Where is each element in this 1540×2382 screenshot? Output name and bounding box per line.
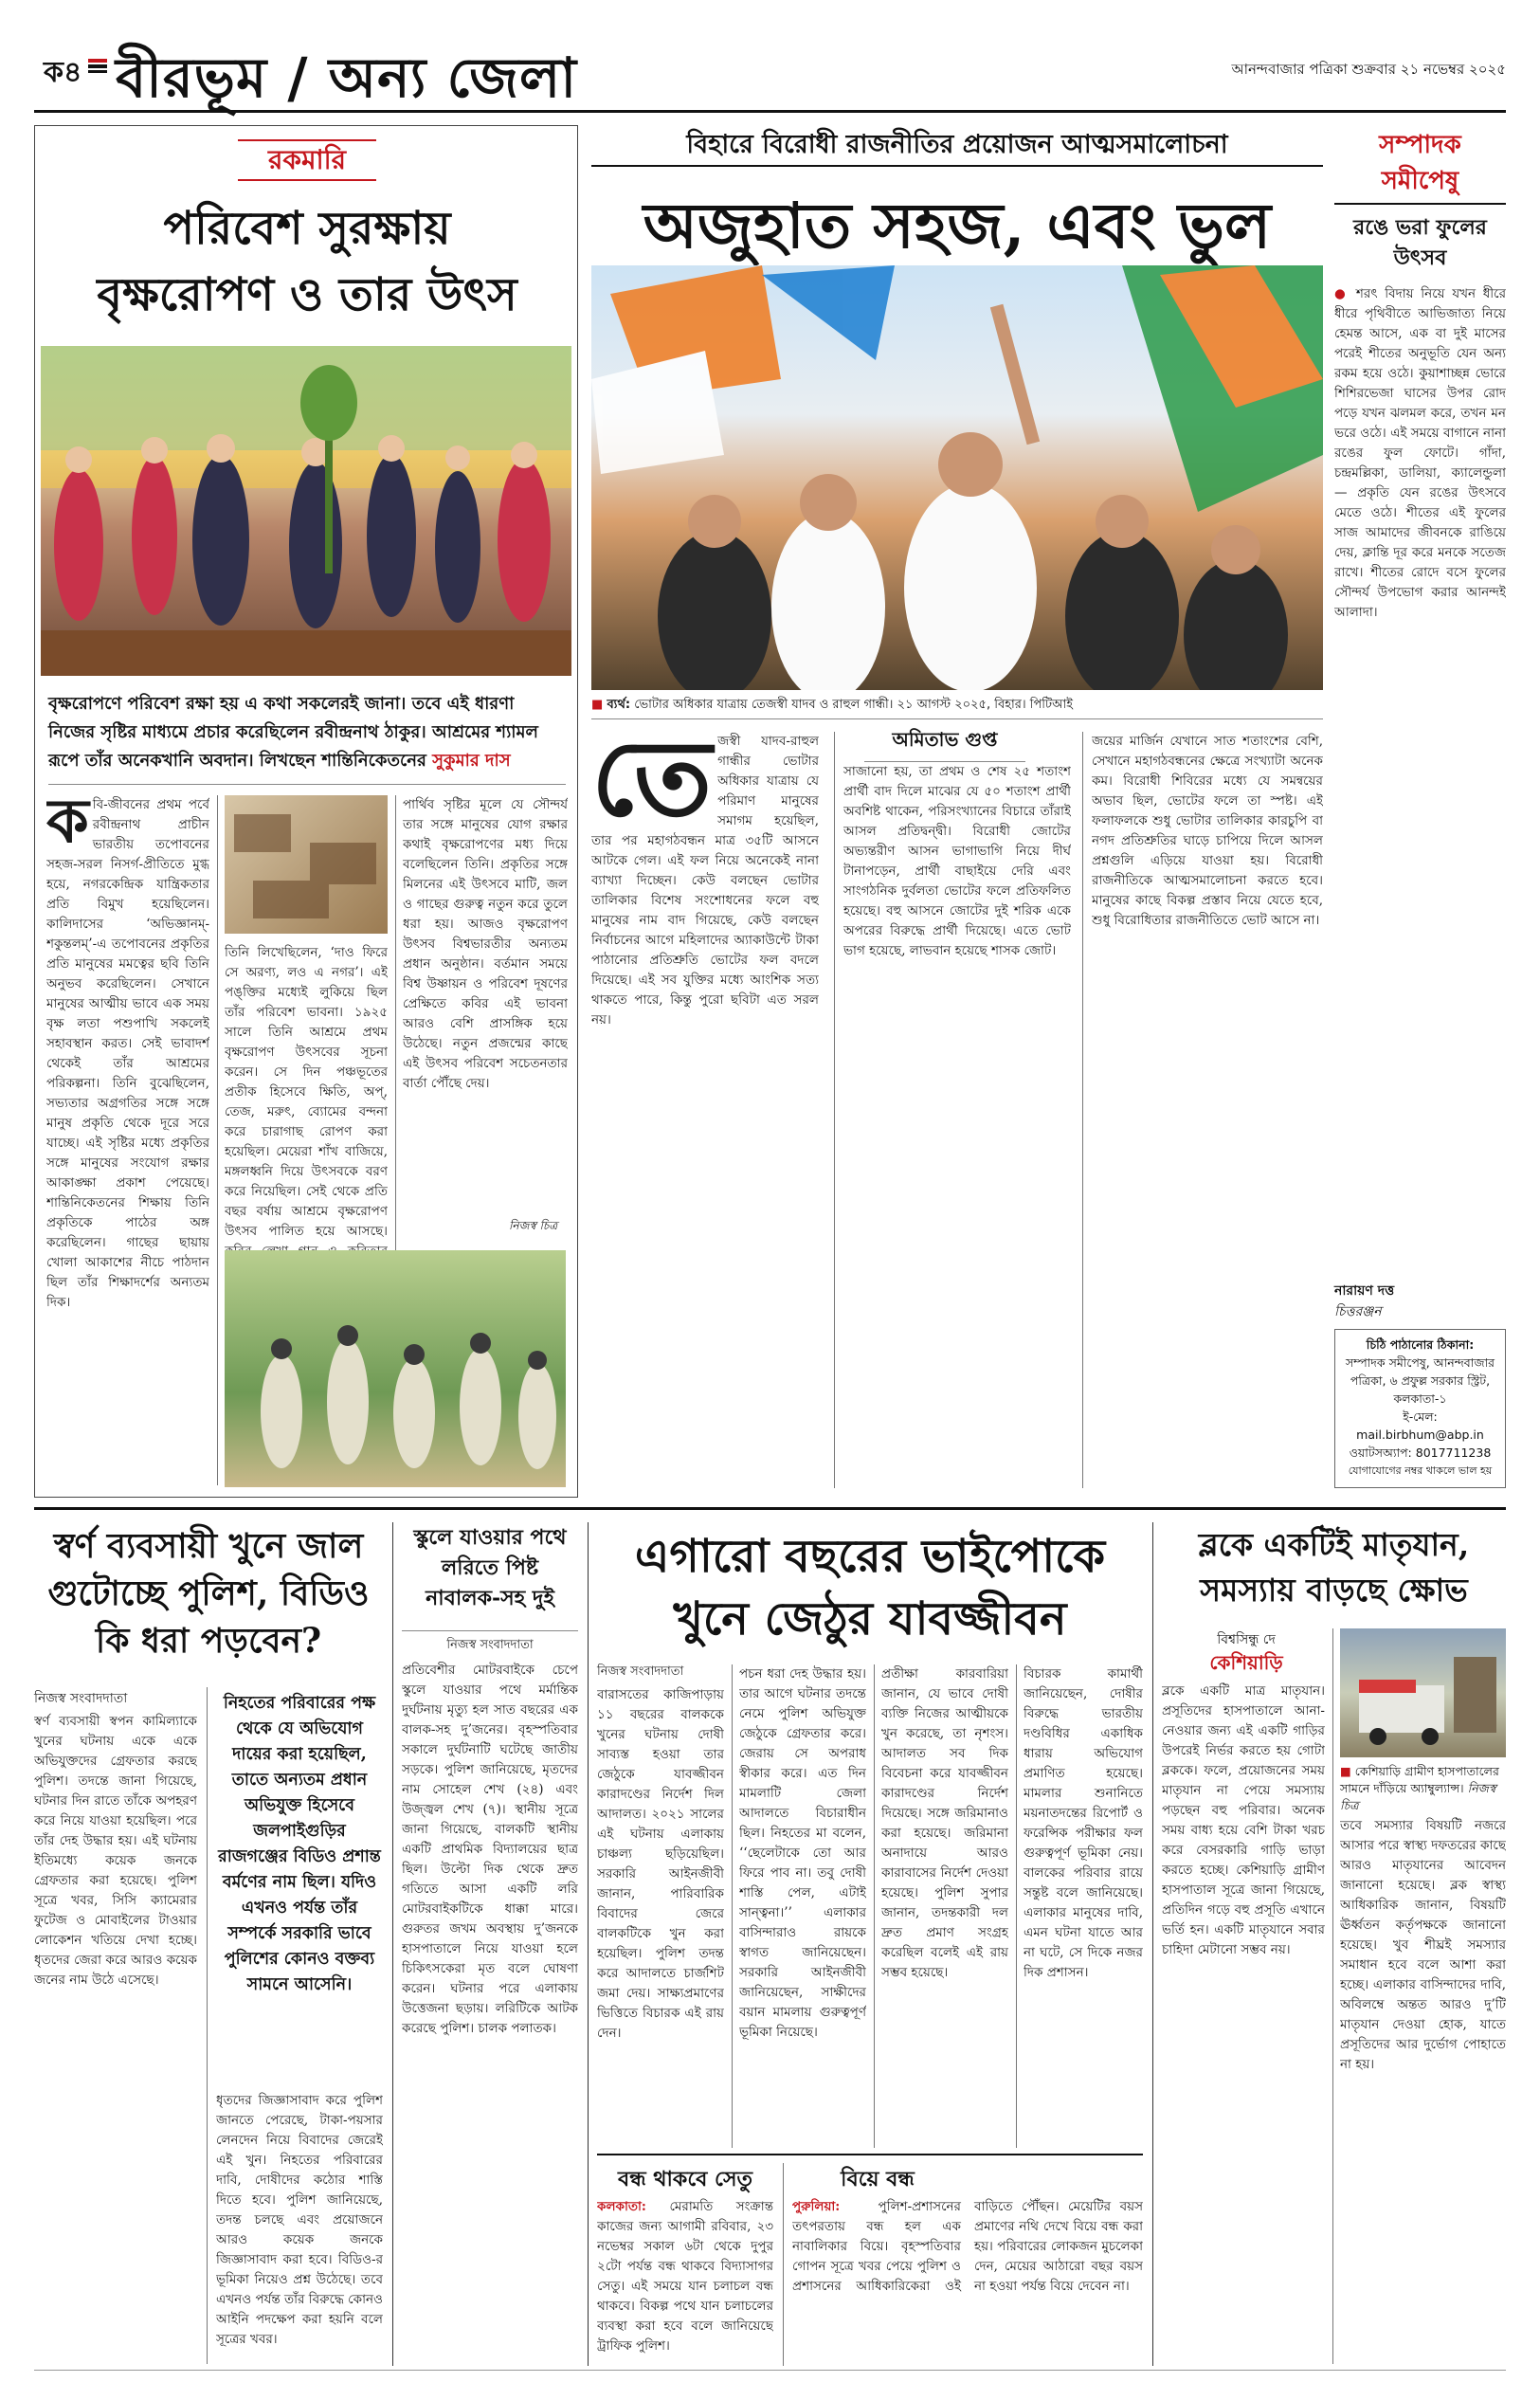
brief1-headline: বন্ধ থাকবে সেতু (617, 2167, 753, 2191)
briefs-top-rule (597, 2154, 1143, 2155)
story4-place: কেশিয়াড়ি (1209, 1651, 1283, 1674)
feature-dropcap: ক (46, 795, 89, 857)
story3-right-divider (1152, 1522, 1153, 2366)
feature-intro-rule (48, 784, 566, 785)
lead-kicker: বিহারে বিরোধী রাজনীতির প্রয়োজন আত্মসমালোচনা (686, 130, 1228, 159)
story3-col4-text: বিচারক কামার্থী জানিয়েছেন, দোষীর বিরুদ্ধে ভারতীয় দণ্ডবিধির একাধিক ধারায় অভিযোগ প্রমাণিত হয়েছে। মামলার শুনানিতে ময়নাতদন্তের রিপোর্ট ও ফরেন্সিক পরীক্ষার ফল গুরুত্বপূর্ণ ভূমিকা নেয়। বালকের পরিবার রায়ে সন্তুষ্ট বলে জানিয়েছে। এলাকার মানুষের দাবি, এমন ঘটনা যাতে আর না ঘটে, সে দিকে নজর দিক প্রশাসন। (1024, 1666, 1143, 1980)
feature-kicker: রকমারি (267, 144, 347, 175)
feature-col3-text: পার্থিব সৃষ্টির মূলে যে সৌন্দর্য তার সঙ্গে মানুষের যোগ রক্ষার কথাই বৃক্ষরোপণের মধ্য দিয়ে বলেছিলেন তিনি। প্রকৃতির সঙ্গে মিলনের এই উৎসবে মাটি, জল ও গাছের গুরুত্ব নতুন করে তুলে ধরা হয়। আজও বৃক্ষরোপণ উৎসব বিশ্বভারতীর অন্যতম প্রধান অনুষ্ঠান। বর্তমান সময়ে বিশ্ব উষ্ণায়ন ও পরিবেশ দূষণের প্রেক্ষিতে কবির এই ভাবনা আরও বেশি প্রাসঙ্গিক হয়ে উঠেছে। নতুন প্রজন্মের কাছে এই উৎসব পরিবেশ সচেতনতার বার্তা পৌঁছে দেয়। (403, 797, 568, 1091)
story3-col3-text: প্রতীক্ষা কারবারিয়া জানান, যে ভাবে দোষী ব্যক্তি নিজের আত্মীয়কে খুন করেছে, তা নৃশংস। আদালত সব দিক বিবেচনা করে যাবজ্জীবন কারাদণ্ডের নির্দেশ দিয়েছে। সঙ্গে জরিমানাও করা হয়েছে। জরিমানা অনাদায়ে আরও কারাবাসের নির্দেশ দেওয়া হয়েছে। পুলিশ সুপার জানান, তদন্তকারী দল দ্রুত প্রমাণ সংগ্রহ করেছিল বলেই এই রায় সম্ভব হয়েছে। (881, 1666, 1008, 1980)
page-number: ক৪ (44, 56, 82, 89)
brief1-body (597, 2197, 773, 2366)
story4-headline: ব্লকে একটিই মাতৃযান, সমস্যায় বাড়ছে ক্ষোভ (1198, 1526, 1470, 1609)
feature-inset-photo-top (225, 795, 388, 934)
feature-inset-photo-bottom (225, 1250, 566, 1487)
lead-col2-text: সাজানো হয়, তা প্রথম ও শেষ ২৫ শতাংশ প্রার্থী বাদ দিলে মাঝের যে ৫০ শতাংশ প্রার্থী অবশিষ্ট থাকেন, পরিসংখ্যানের বিচারে তাঁরাই আসল প্রতিদ্বন্দ্বী। বিরোধী জোটের অভ্যন্তরীণ আসন ভাগাভাগি নিয়ে দীর্ঘ টানাপড়েন, প্রার্থী বাছাইয়ে দেরি এবং সাংগঠনিক দুর্বলতা ভোটের ফলে প্রতিফলিত হয়েছে। বহু আসনে জোটের দুই শরিক একে অপরের বিরুদ্ধে প্রার্থী দিয়েছে। এতে ভোট ভাগ হয়েছে, লাভবান হয়েছে শাসক জোট। (843, 764, 1071, 958)
letters-column (1334, 125, 1506, 1498)
story4-photo-caption-text: কেশিয়াড়ি গ্রামীণ হাসপাতালের সামনে দাঁড়িয়ে অ্যাম্বুল্যান্স। (1340, 1764, 1499, 1795)
section-title: বীরভূম / অন্য জেলা (116, 45, 578, 110)
story3-column-4 (1024, 1664, 1143, 2148)
feature-headline-2: বৃক্ষরোপণ ও তার উৎস (97, 268, 517, 321)
lead-headline: অজুহাত সহজ, এবং ভুল (643, 189, 1272, 263)
story3-col1-text: বারাসতের কাজিপাড়ায় ১১ বছরের বালককে খুনের ঘটনায় দোষী সাব্যস্ত হওয়া তার জেঠুকে যাবজ্জীবন কারাদণ্ডের নির্দেশ দিল আদালত। ২০২১ সালের এই ঘটনায় এলাকায় চাঞ্চল্য ছড়িয়েছিল। সরকারি আইনজীবী জানান, পারিবারিক বিবাদের জেরে বালকটিকে খুন করা হয়েছিল। পুলিশ তদন্ত করে আদালতে চার্জশিট জমা দেয়। সাক্ষ্যপ্রমাণের ভিত্তিতে বিচারক এই রায় দেন। (597, 1687, 724, 2041)
lead-col-divider-2 (1082, 732, 1083, 1488)
lead-caption-label: ব্যর্থ: (607, 698, 631, 712)
letters-contact-title: চিঠি পাঠানোর ঠিকানা: (1366, 1337, 1475, 1352)
feature-headline-1: পরিবেশ সুরক্ষায় (163, 202, 451, 255)
lead-caption-rule (591, 718, 1323, 719)
letters-whatsapp: ওয়াটসঅ্যাপ: 8017711238 (1349, 1446, 1492, 1460)
story4-photo (1340, 1628, 1506, 1757)
letters-contact-body: সম্পাদক সমীপেষু, আনন্দবাজার পত্রিকা, ৬ প্রফুল্ল সরকার স্ট্রিট, কলকাতা-১ (1345, 1355, 1495, 1406)
lead-col-divider-1 (834, 732, 835, 1488)
feature-article (34, 125, 578, 1498)
story1-headline: স্বর্ণ ব্যবসায়ী খুনে জাল গুটোচ্ছে পুলিশ, বিডিও কি ধরা পড়বেন? (47, 1526, 370, 1661)
paper-date: আনন্দবাজার পত্রিকা শুক্রবার ২১ নভেম্বর ২০২৫ (1231, 61, 1506, 78)
feature-intro (48, 690, 566, 775)
story1-column-1 (34, 1712, 197, 2366)
lead-col3-text: জয়ের মার্জিন যেখানে সাত শতাংশের বেশি, সেখানে মহাগঠবন্ধনের ক্ষেত্রে সংখ্যাটা অনেক কম। বিরোধী শিবিরের মধ্যে যে সমন্বয়ের অভাব ছিল, ভোটের ফলে তা স্পষ্ট। এই ফলাফলকে শুধু ভোটার তালিকার কারচুপি বা নগদ প্রতিশ্রুতির ঘাড়ে চাপিয়ে দিলে আসল প্রশ্নগুলি এড়িয়ে যাওয়া হয়। বিরোধী রাজনীতিকে আত্মসমালোচনা করতে হবে। মানুষের কাছে বিকল্প প্রস্তাব নিয়ে যেতে হবে, শুধু বিরোধিতার রাজনীতিতে ভোট আসে না। (1092, 734, 1323, 928)
story2-headline: স্কুলে যাওয়ার পথে লরিতে পিষ্ট নাবালক-সহ দুই (413, 1525, 567, 1610)
brief1-place: কলকাতা: (597, 2199, 646, 2214)
page-bottom-rule (34, 2370, 1506, 2371)
feature-photo (41, 346, 571, 676)
brief-wedding (792, 2163, 1143, 2366)
brief2-body (792, 2197, 1143, 2366)
letters-body-text: শরৎ বিদায় নিয়ে যখন ধীরে ধীরে পৃথিবীতে আভিজাত্য নিয়ে হেমন্ত আসে, এক বা দুই মাসের পরেই শীতের অনুভূতি যেন অন্য রকম হয়ে ওঠে। কুয়াশাচ্ছন্ন ভোরে শিশিরভেজা ঘাসের উপর রোদ পড়ে যখন ঝলমল করে, তখন মন ভরে ওঠে। এই সময়ে বাগানে নানা রঙের ফুল ফোটে। গাঁদা, চন্দ্রমল্লিকা, ডালিয়া, ক্যালেন্ডুলা — প্রকৃতি যেন রঙের উৎসবে মেতে ওঠে। শীতের এই ফুলের সাজ আমাদের জীবনকে রাঙিয়ে দেয়, ক্লান্তি দূর করে মনকে সতেজ রাখে। শীতের রোদে বসে ফুলের সৌন্দর্য উপভোগ করার আনন্দই আলাদা। (1334, 286, 1506, 620)
brief1-body-text: মেরামতি সংক্রান্ত কাজের জন্য আগামী রবিবার, ২৩ নভেম্বর সকাল ৬টা থেকে দুপুর ২টো পর্যন্ত বন্ধ থাকবে বিদ্যাসাগর সেতু। এই সময়ে যান চলাচল বন্ধ থাকবে। বিকল্প পথে যান চলাচলের ব্যবস্থা করা হবে বলে জানিয়েছে ট্রাফিক পুলিশ। (597, 2199, 773, 2354)
letters-body: ● শরৎ বিদায় নিয়ে যখন ধীরে ধীরে পৃথিবীতে আভিজাত্য নিয়ে হেমন্ত আসে, এক বা দুই মাসের পরেই শীতের অনুভূতি যেন অন্য রকম হয়ে ওঠে। কুয়াশাচ্ছন্ন ভোরে শিশিরভেজা ঘাসের উপর রোদ পড়ে যখন ঝলমল করে, তখন মন ভরে ওঠে। এই সময়ে বাগানে নানা রঙের ফুল ফোটে। গাঁদা, চন্দ্রমল্লিকা, ডালিয়া, ক্যালেন্ডুলা — প্রকৃতি যেন রঙের উৎসবে মেতে ওঠে। শীতের এই ফুলের সাজ আমাদের জীবনকে রাঙিয়ে দেয়, ক্লান্তি দূর করে মনকে সতেজ রাখে। শীতের রোদে বসে ফুলের সৌন্দর্য উপভোগ করার আনন্দই আলাদা। (1334, 286, 1506, 620)
story4-column-1 (1162, 1682, 1325, 2366)
masthead (0, 0, 1540, 114)
story3-col2-text: পচন ধরা দেহ উদ্ধার হয়। তার আগে ঘটনার তদন্তে নেমে পুলিশ অভিযুক্ত জেঠুকে গ্রেফতার করে। জেরায় সে অপরাধ স্বীকার করে। এত দিন মামলাটি জেলা আদালতে বিচারাধীন ছিল। নিহতের মা বলেন, ‘‘ছেলেটাকে তো আর ফিরে পাব না। তবু দোষী শাস্তি পেল, এটাই সান্ত্বনা।’’ এলাকার বাসিন্দারাও রায়কে স্বাগত জানিয়েছেন। সরকারি আইনজীবী জানিয়েছেন, সাক্ষীদের বয়ান মামলায় গুরুত্বপূর্ণ ভূমিকা নিয়েছে। (739, 1666, 866, 2040)
brief1-divider (783, 2163, 784, 2366)
story3-headline-1: এগারো বছরের ভাইপোকে (634, 1530, 1106, 1583)
story1-column-2 (216, 2091, 383, 2366)
story-nephew-murder (597, 1522, 1143, 2148)
letters-signature-place: চিত্তরঞ্জন (1334, 1304, 1382, 1319)
story2-body (402, 1661, 578, 2366)
story3-col-divider-1 (732, 1664, 733, 2148)
story4-reporter: বিশ্বসিন্ধু দে (1217, 1632, 1276, 1647)
brief2-place: পুরুলিয়া: (792, 2199, 841, 2214)
story3-column-1 (597, 1685, 724, 2148)
story3-column-2 (739, 1664, 866, 2148)
letters-email-link[interactable]: ই-মেল: mail.birbhum@abp.in (1356, 1409, 1484, 1442)
story4-photo-credit: নিজস্ব চিত্র (1340, 1781, 1496, 1812)
lead-caption-text: ভোটার অধিকার যাত্রায় তেজস্বী যাদব ও রাহুল গান্ধী। ২১ আগস্ট ২০২৫, বিহার। পিটিআই (634, 698, 1074, 712)
feature-col1-text: বি-জীবনের প্রথম পর্বে রবীন্দ্রনাথ প্রাচীন ভারতীয় তপোবনের সহজ-সরল নিসর্গ-প্রীতিতে মুগ্ধ হয়ে, নগরকেন্দ্রিক যান্ত্রিকতার প্রতি বিমুখ হয়েছিলেন। কালিদাসের ‘অভিজ্ঞানম্-শকুন্তলম্’-এ তপোবনের প্রকৃতির প্রতি মানুষের মমত্বের ছবি তিনি অনুভব করেছিলেন। সেখানে মানুষের আত্মীয় ভাবে এক সময় বৃক্ষ লতা পশুপাখি সকলেই সহাবস্থান করত। সেই ভাবাদর্শ থেকেই তাঁর আশ্রমের পরিকল্পনা। তিনি বুঝেছিলেন, সভ্যতার অগ্রগতির সঙ্গে সঙ্গে মানুষ প্রকৃতি থেকে দূরে সরে যাচ্ছে। এই সৃষ্টির মধ্যে প্রকৃতির সঙ্গে মানুষের সংযোগ রক্ষার আকাঙ্ক্ষা প্রকাশ পেয়েছে। শান্তিনিকেতনের শিক্ষায় তিনি প্রকৃতিকে পাঠের অঙ্গ করেছিলেন। গাছের ছায়ায় খোলা আকাশের নীচে পাঠদান ছিল তাঁর শিক্ষাদর্শের অন্যতম দিক। (46, 797, 209, 1310)
letters-letter-title: রঙে ভরা ফুলের উৎসব (1353, 215, 1487, 270)
feature-column-1 (46, 795, 209, 1487)
lead-col1-text: জস্বী যাদব-রাহুল গান্ধীর ভোটার অধিকার যাত্রায় যে পরিমাণ মানুষের সমাগম হয়েছিল, তার পর মহাগঠবন্ধন মাত্র ৩৫টি আসনে আটকে গেল। এই ফল নিয়ে অনেকেই নানা ব্যাখ্যা দিচ্ছেন। কেউ বলছেন ভোটার তালিকার বিশেষ সংশোধনের ফলে বহু মানুষের নাম বাদ গিয়েছে, কেউ বলছেন নির্বাচনের আগে মহিলাদের অ্যাকাউন্টে টাকা পাঠানোর প্রতিশ্রুতি ভোটের ফল বদলে দিয়েছে। এই সব যুক্তির মধ্যে আংশিক সত্য থাকতে পারে, কিন্তু পুরো ছবিটা এত সরল নয়। (591, 734, 819, 1027)
lead-column-2 (843, 762, 1071, 1490)
story1-byline: নিজস্ব সংবাদদাতা (34, 1691, 128, 1706)
lead-caption: ■ ব্যর্থ: ভোটার অধিকার যাত্রায় তেজস্বী যাদব ও রাহুল গান্ধী। ২১ আগস্ট ২০২৫, বিহার। পিটিআই (591, 698, 1074, 712)
story3-byline: নিজস্ব সংবাদদাতা (597, 1664, 684, 1679)
letters-note: যোগাযোগের নম্বর থাকলে ভাল হয় (1348, 1464, 1493, 1477)
lead-dropcap: তে (591, 732, 713, 839)
story3-headline-2: খুনে জেঠুর যাবজ্জীবন (673, 1592, 1067, 1646)
page-middle-rule (34, 1507, 1506, 1510)
story1-right-divider (392, 1522, 393, 2366)
feature-col2-text: তিনি লিখেছিলেন, ‘দাও ফিরে সে অরণ্য, লও এ নগর’। এই পঙ্‌ক্তির মধ্যেই লুকিয়ে ছিল তাঁর পরিবেশ ভাবনা। ১৯২৫ সালে তিনি আশ্রমে প্রথম বৃক্ষরোপণ উৎসবের সূচনা করেন। সে দিন পঞ্চভূতের প্রতীক হিসেবে ক্ষিতি, অপ্, তেজ, মরুৎ, ব্যোমের বন্দনা করে চারাগাছ রোপণ করা হয়েছিল। মেয়েরা শাঁখ বাজিয়ে, মঙ্গলধ্বনি দিয়ে উৎসবকে বরণ করে নিয়েছিল। সেই থেকে প্রতি বছর বর্ষায় আশ্রমে বৃক্ষরোপণ উৎসব পালিত হয়ে আসছে। (225, 945, 388, 1239)
story-accident (402, 1522, 578, 2366)
story1-col-divider (207, 1687, 208, 2364)
lead-column-1 (591, 732, 819, 1490)
lead-photo (591, 265, 1323, 690)
story4-col1-text: ব্লকে একটি মাত্র মাতৃযান। প্রসূতিদের হাসপাতালে আনা-নেওয়ার জন্য এই একটি গাড়ির উপরেই নির্ভর করতে হয় গোটা ব্লককে। ফলে, প্রয়োজনের সময় মাতৃযান না পেয়ে সমস্যায় পড়ছেন বহু পরিবার। অনেক সময় বাধ্য হয়ে বেশি টাকা খরচ করে বেসরকারি গাড়ি ভাড়া করতে হচ্ছে। কেশিয়াড়ি গ্রামীণ হাসপাতাল সূত্রে জানা গিয়েছে, প্রতিদিন গড়ে বহু প্রসূতি এখানে ভর্তি হন। একটি মাতৃযানে সবার চাহিদা মেটানো সম্ভব নয়। (1162, 1683, 1325, 1957)
story2-byline: নিজস্ব সংবাদদাতা (446, 1638, 534, 1652)
lead-column-3 (1092, 732, 1323, 1490)
letters-title-1: সম্পাদক (1379, 131, 1461, 159)
brief2-body-text: পুলিশ-প্রশাসনের তৎপরতায় বন্ধ হল এক নাবালিকার বিয়ে। বৃহস্পতিবার গোপন সূত্রে খবর পেয়ে পুলিশ ও প্রশাসনের আধিকারিকেরা ওই বাড়িতে পৌঁছন। মেয়েটির বয়স প্রমাণের নথি দেখে বিয়ে বন্ধ করা হয়। পরিবারের লোকজন মুচলেকা দেন, মেয়ের আঠারো বছর বয়স না হওয়া পর্যন্ত বিয়ে দেবেন না। (792, 2199, 1143, 2294)
lead-kicker-rule (591, 165, 1323, 167)
story4-col-divider (1332, 1628, 1333, 2364)
lead-author: অমিতাভ গুপ্ত (864, 726, 1025, 762)
letters-title-2: সমীপেষু (1381, 167, 1459, 195)
story1-col1-text: স্বর্ণ ব্যবসায়ী স্বপন কামিল্যাকে খুনের ঘটনায় একে একে অভিযুক্তদের গ্রেফতার করছে পুলিশ। তদন্তে জানা গিয়েছে, ঘটনার দিন রাতে তাঁকে অপহরণ করে নিয়ে যাওয়া হয়েছিল। পরে তাঁর দেহ উদ্ধার হয়। এই ঘটনায় ইতিমধ্যে কয়েক জনকে গ্রেফতার করা হয়েছে। পুলিশ সূত্রে খবর, সিসি ক্যামেরার ফুটেজ ও মোবাইলের টাওয়ার লোকেশন খতিয়ে দেখা হচ্ছে। ধৃতদের জেরা করে আরও কয়েক জনের নাম উঠে এসেছে। (34, 1714, 197, 1988)
feature-intro-author: সুকুমার দাস (432, 751, 511, 771)
story-gold-trader (34, 1522, 383, 2366)
story4-col2-text: তবে সমস্যার বিষয়টি নজরে আসার পরে স্বাস্থ্য দফতরের কাছে আরও মাতৃযানের আবেদন জানানো হয়েছে। ব্লক স্বাস্থ্য আধিকারিক জানান, বিষয়টি ঊর্ধ্বতন কর্তৃপক্ষকে জানানো হয়েছে। খুব শীঘ্রই সমস্যার সমাধান হবে বলে আশা করা হচ্ছে। এলাকার বাসিন্দাদের দাবি, অবিলম্বে অন্তত আরও দু’টি মাতৃযান দেওয়া হোক, যাতে প্রসূতিদের আর দুর্ভোগ পোহাতে না হয়। (1340, 1818, 1506, 2072)
story3-column-3 (881, 1664, 1008, 2148)
feature-photo-credit: নিজস্ব চিত্র (509, 1219, 558, 1232)
story4-column-2 (1340, 1816, 1506, 2366)
story3-col-divider-3 (1016, 1664, 1017, 2148)
story1-pullquote: নিহতের পরিবারের পক্ষ থেকে যে অভিযোগ দায়ের করা হয়েছিল, তাতে অন্যতম প্রধান অভিযুক্ত হিসেবে জলপাইগুড়ির রাজগঞ্জের বিডিও প্রশান্ত বর্মণের নাম ছিল। যদিও এখনও পর্যন্ত তাঁর সম্পর্কে সরকারি ভাবে পুলিশের কোনও বক্তব্য সামনে আসেনি। (218, 1694, 381, 1994)
story1-col2-text: ধৃতদের জিজ্ঞাসাবাদ করে পুলিশ জানতে পেরেছে, টাকা-পয়সার লেনদেন নিয়ে বিবাদের জেরেই এই খুন। নিহতের পরিবারের দাবি, দোষীদের কঠোর শাস্তি দিতে হবে। পুলিশ জানিয়েছে, তদন্ত চলছে এবং প্রয়োজনে আরও কয়েক জনকে জিজ্ঞাসাবাদ করা হবে। বিডিও-র ভূমিকা নিয়েও প্রশ্ন উঠেছে। তবে এখনও পর্যন্ত তাঁর বিরুদ্ধে কোনও আইনি পদক্ষেপ করা হয়নি বলে সূত্রের খবর। (216, 2093, 383, 2347)
section-logo-icon (87, 53, 108, 76)
story4-photo-caption: ■ কেশিয়াড়ি গ্রামীণ হাসপাতালের সামনে দাঁড়িয়ে অ্যাম্বুল্যান্স। নিজস্ব চিত্র (1340, 1764, 1499, 1812)
lead-article (591, 125, 1323, 1498)
letters-title-rule (1334, 203, 1506, 205)
story2-right-divider (588, 1522, 589, 2366)
feature-col-divider-1 (217, 795, 218, 1485)
brief2-headline: বিয়ে বন্ধ (841, 2167, 915, 2191)
story2-rule (402, 1630, 578, 1631)
brief-bridge (597, 2163, 773, 2366)
story-ambulance (1162, 1522, 1506, 2366)
letters-contact-box (1334, 1329, 1506, 1488)
letters-signature: নারায়ণ দত্ত (1334, 1283, 1395, 1299)
masthead-rule (34, 110, 1506, 113)
feature-kicker-box (238, 139, 376, 181)
story3-col-divider-2 (874, 1664, 875, 2148)
story2-body-text: প্রতিবেশীর মোটরবাইকে চেপে স্কুলে যাওয়ার পথে মর্মান্তিক দুর্ঘটনায় মৃত্যু হল সাত বছরের এক বালক-সহ দু’জনের। বৃহস্পতিবার সকালে দুর্ঘটনাটি ঘটেছে জাতীয় সড়কে। পুলিশ জানিয়েছে, মৃতদের নাম সোহেল শেখ (২৪) এবং উজ্জ্বল শেখ (৭)। স্থানীয় সূত্রে জানা গিয়েছে, বালকটি স্থানীয় একটি প্রাথমিক বিদ্যালয়ের ছাত্র ছিল। উল্টো দিক থেকে দ্রুত গতিতে আসা একটি লরি মোটরবাইকটিকে ধাক্কা মারে। গুরুতর জখম অবস্থায় দু’জনকে হাসপাতালে নিয়ে যাওয়া হলে চিকিৎসকেরা মৃত বলে ঘোষণা করেন। ঘটনার পরে এলাকায় উত্তেজনা ছড়ায়। লরিটিকে আটক করেছে পুলিশ। চালক পলাতক। (402, 1663, 578, 2036)
feature-column-3 (403, 795, 568, 1212)
feature-intro-text: বৃক্ষরোপণে পরিবেশ রক্ষা হয় এ কথা সকলেরই জানা। তবে এই ধারণা নিজের সৃষ্টির মাধ্যমে প্রচার করেছিলেন রবীন্দ্রনাথ ঠাকুর। আশ্রমের শ্যামল রূপে তাঁর অনেকখানি অবদান। লিখছেন শান্তিনিকেতনের (48, 694, 538, 771)
